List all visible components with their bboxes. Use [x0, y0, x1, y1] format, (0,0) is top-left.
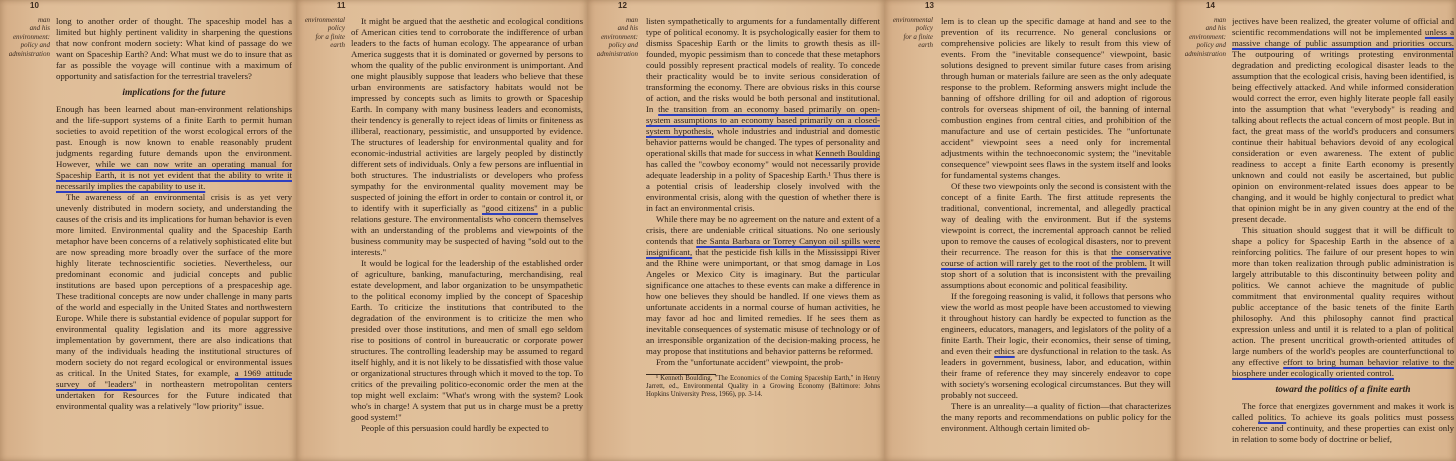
text-run: in a public relations gesture. The environmentalists who concern themselves with an understanding of the problems and viewpoints of the business community may be suspected of having "sold out to the interests." — [351, 203, 583, 257]
footnote: ¹ Kenneth Boulding, "The Economics of the Coming Spaceship Earth," in Henry Jarrett, ed., Environmental Quality in a Growing Economy (Baltimore: Johns Hopkins University Press, 1966), pp. 3-14. — [646, 375, 880, 398]
sidehead-line: for a finite — [315, 32, 345, 41]
underlined-passage: ethics — [994, 346, 1015, 356]
sidehead-line: environment: — [600, 32, 638, 41]
text-run: in northeastern metropolitan centers undertaken for Resources for the Future indicated that environmental quality was a relatively "low priority" issue. — [56, 379, 292, 411]
page-number: 11 — [337, 1, 346, 10]
running-sidehead — [299, 16, 345, 50]
sidehead-line: policy — [915, 24, 933, 33]
underlined-passage: "good citizens" — [481, 203, 538, 213]
book-page-12 — [588, 0, 885, 461]
text-run: whole industries and industrial and domestic behavior patterns would be changed. The types of personality and operational skills that made for success in what — [646, 126, 880, 158]
sidehead-line: man — [1213, 16, 1226, 24]
paragraph — [1232, 16, 1454, 225]
paragraph — [1232, 225, 1454, 379]
paragraph — [941, 401, 1171, 434]
book-page-10 — [0, 0, 297, 461]
paragraph — [56, 192, 292, 412]
sidehead-line: environmental — [892, 16, 933, 24]
underlined-passage: Kenneth Boulding — [815, 148, 880, 158]
page-number: 14 — [1206, 1, 1215, 10]
underlined-passage: the Santa Barbara or Torrey Canyon oil spills were insignificant, — [646, 236, 880, 257]
body-text — [351, 16, 583, 461]
text-run: To achieve its goals politics must possess coherence and continuity, and these properties can exist only in relation to some body of doctrine or belief, — [1232, 412, 1454, 444]
sidehead-line: man — [37, 16, 50, 24]
running-sidehead — [588, 16, 638, 58]
text-run: People of this persuasion could hardly be expected to — [361, 423, 549, 433]
underlined-passage: while we can now write an operating manual for Spaceship Earth, it is not yet evident that the ability to write it necessarily implies the capability to use it. — [56, 159, 292, 191]
text-run: are dysfunctional in relation to the task. As leaders in government, business, labor, and education, within their frame of reference they may sincerely endeavor to cope with society's worsening ecological circumstances. But they will probably not succeed. — [941, 346, 1171, 400]
text-run: that the pesticide fish kills in the Mississippi River and the Rhine were unimportant, or that smog damage in Los Angeles or Mexico City is imaginary. But the particular significance one attaches to these events can make a difference in how one believes they should be handled. If one views them as unfortunate accidents in a normal course of human activities, he may favor ad hoc and limited remedies. If he sees them as inevitable consequences of systematic misuse of technology or of an irresponsible organization of the decision-making process, he may propose that institutions and behavior patterns be reformed. — [646, 247, 880, 356]
sidehead-line: for a finite — [903, 32, 933, 41]
sidehead-line: policy and — [608, 41, 638, 50]
sidehead-line: administration — [596, 49, 638, 58]
paragraph — [56, 16, 292, 82]
paragraph — [351, 16, 583, 258]
sidehead-line: environment: — [1188, 32, 1226, 41]
text-run: has called the "cowboy economy" would not necessarily provide adequate leadership in a polity of Spaceship Earth.¹ Thus there is a potential crisis of leadership closely involved with the environmental crisis, along with the question of whether there is in fact an environmental crisis. — [646, 159, 880, 213]
sidehead-line: environment: — [12, 32, 50, 41]
section-heading: implications for the future — [122, 88, 226, 98]
sidehead-line: policy and — [20, 41, 50, 50]
underlined-passage: a 1969 attitude survey of "leaders" — [56, 368, 292, 389]
sidehead-line: administration — [1184, 49, 1226, 58]
book-page-11 — [297, 0, 588, 461]
page-number: 13 — [925, 1, 934, 10]
section-heading: toward the politics of a finite earth — [1275, 385, 1411, 395]
paragraph — [351, 423, 583, 434]
running-sidehead — [0, 16, 50, 58]
body-text — [56, 16, 292, 461]
text-run: The force that energizes government and makes it work is called — [1232, 401, 1454, 422]
paragraph — [646, 16, 880, 214]
sidehead-line: and his — [29, 24, 50, 33]
body-text — [1232, 16, 1454, 461]
sidehead-line: policy and — [1196, 41, 1226, 50]
body-text — [941, 16, 1171, 461]
sidehead-line: environmental — [304, 16, 345, 24]
paragraph — [941, 16, 1171, 181]
running-sidehead — [887, 16, 933, 50]
text-run: lem is to clean up the specific damage at hand and see to the prevention of its recurrence. No general conclusions or comprehensive policies are likely to result from this view of events. From the "inevitable consequence" viewpoint, basic solutions designed to prevent similar future cases from arising through human or materials failure are seen as the only adequate response to the problem. Reforming answers might include the banning of offshore drilling for oil and adoption of rigorous controls for overseas shipment of oil, the banning of internal combustion engines from central cities, and prohibition of the manufacture and use of certain pesticides. The "unfortunate accident" viewpoint sees a need only for incremental adjustments within the technoeconomic system; the "inevitable consequence" viewpoint sees flaws in the system itself and looks for fundamental systems changes. — [941, 16, 1171, 180]
paragraph — [941, 291, 1171, 401]
text-run: While there may be no agreement on the nature and extent of a crisis, there are undeniable critical situations. No one seriously contends that — [646, 214, 880, 246]
text-run: The awareness of an environmental crisis is as yet very unevenly distributed in modern society, and understanding the causes of the crisis and its implications for human behavior is even more limited. Environmental quality and the Spaceship Earth metaphor have been concerns of a relatively sophisticated elite but are now spreading more broadly over the surface of the more highly literate technoscientific societies. Nevertheless, our predominant economic and judicial concepts and public institutions are based upon perceptions of a prespaceship age. These traditional concepts are now under challenge in many parts of the world and especially in the United States and northwestern Europe. While there is substantial evidence of popular support for environmental quality legislation and its more aggressive implementation by government, there are also indications that many of the individuals heading the institutional structures of modern society do not regard ecological or environmental issues as critical. In the United States, for example, — [56, 192, 292, 378]
text-run: This situation should suggest that it will be difficult to shape a policy for Spaceship Earth in the absence of a reinforcing politics. The failure of our present hopes to win more than token realization through public administration is largely attributable to this discontinuity between polity and politics. We cannot achieve the magnitude of public commitment that environmental quality requires without public acceptance of the basic tenets of the finite Earth philosophy. And this philosophy cannot find practical expression unless and until it is related to a plan of political action. The present uncritical growth-oriented attitudes of large numbers of the world's peoples are counterfunctional to any effective — [1232, 225, 1454, 367]
text-run: If the foregoing reasoning is valid, it follows that persons who view the world as most people have been accustomed to viewing it throughout history can hardly be expected to function as the engineers, educators, managers, and legislators of the polity of a finite Earth. Their logic, their economics, their sense of timing, and even their — [941, 291, 1171, 356]
paragraph — [1232, 401, 1454, 445]
underlined-passage: politics. — [1258, 412, 1287, 422]
paragraph — [941, 181, 1171, 291]
text-run: It might be argued that the aesthetic and ecological conditions of American cities tend to corroborate the indifference of urban leaders to the facts of human ecology. The appearance of urban America suggests that it is dominated or governed by persons to whom the quality of the public environment is unimportant. And one might plausibly suppose that leaders who believe that these urban environments are satisfactory habitats would not be impressed by concepts such as limits to growth or Spaceship Earth. In company with many business leaders and economists, their tendency is generally to reject ideas of limits or finiteness as illiberal, reactionary, pessimistic, and unsupported by evidence. The structures of leadership for environmental quality and for economic-industrial activities are largely peopled by distinctly different sets of individuals. Only a few persons are influential in both structures. The industrialists or developers who profess sympathy for the environmental quality movement may be suspected of joining the effort in order to contain or control it, or to identify with it superficially as — [351, 16, 583, 213]
page-number: 10 — [30, 1, 39, 10]
text-run: listen sympathetically to arguments for a fundamentally different type of political economy. It is psychologically easier for them to dismiss Spaceship Earth or the limits to growth thesis as ill-founded, myopic pessimism than to concede that these metaphors could possibly represent practical models of reality. To concede their practicality would be to invite serious consideration of transforming the economy. There are obvious risks in this course of action, and the risks would be both personal and institutional. In — [646, 16, 880, 114]
text-run: long to another order of thought. The spaceship model has a limited but highly pertinent validity in sharpening the questions that now confront modern society: What kind of passage do we want on Spaceship Earth? And: What must we do to insure that as far as possible the voyage will continue with a maximum of opportunity and satisfaction for the terrestrial travelers? — [56, 16, 292, 81]
sidehead-line: earth — [918, 41, 933, 50]
text-run: jectives have been realized, the greater volume of official and scientific recommendations will not be implemented — [1232, 16, 1454, 37]
underlined-passage: the conservative course of action will rarely get to the root of the problem. — [941, 247, 1171, 268]
text-run: The outpouring of writings protesting environmental degradation and predicting ecological disaster leads to the assumption that the ecological crisis, having been identified, is being effectively attacked. And while informed consideration would correct the error, even highly literate people fall easily into the assumption that what "everybody" is reading and talking about reflects the actual concern of most people. But in fact, the great mass of the world's producers and consumers continue their habitual behaviors devoid of any ecological consideration or even awareness. The extent of public readiness to accept a finite Earth economy is presently unknown and could not easily be ascertained, but public opinion on environment-related issues does appear to be changing, and it would be highly conjectural to predict what that opinion might be in any given country at the end of the present decade. — [1232, 49, 1454, 224]
sidehead-line: policy — [327, 24, 345, 33]
sidehead-line: administration — [8, 49, 50, 58]
text-run: Enough has been learned about man-environment relationships and the life-support systems of a finite Earth to permit human societies to avoid repetition of the worst ecological errors of the past. Enough is now known to enable reasonably prudent judgments regarding future demands upon the environment. However, — [56, 104, 292, 169]
running-sidehead — [1176, 16, 1226, 58]
paragraph — [646, 357, 880, 368]
text-run: It will stop short of a solution that is inconsistent with the prevailing assumptions about economic and political feasibility. — [941, 258, 1171, 290]
underlined-passage: the transition from an economy based primarily on open-system assumptions to an economy based primarily on a closed-system hypothesis, — [646, 104, 880, 136]
paragraph — [351, 258, 583, 423]
text-run: From the "unfortunate accident" viewpoint, the prob- — [656, 357, 844, 367]
sidehead-line: man — [625, 16, 638, 24]
text-run: Of these two viewpoints only the second is consistent with the concept of a finite Earth. The first attitude represents the traditional, conventional, incremental, and allegedly practical way of dealing with the environment. But if the systems viewpoint is correct, the incremental approach cannot be relied upon to remove the causes of ecological disasters, nor to prevent their recurrence. The reason for this is that — [941, 181, 1171, 257]
sidehead-line: and his — [617, 24, 638, 33]
sidehead-line: earth — [330, 41, 345, 50]
underlined-passage: unless a massive change of public assumption and priorities occurs. — [1232, 27, 1454, 48]
text-run: There is an unreality—a quality of fiction—that characterizes the many reports and recommendations on public policy for the environment. Although certain limited ob- — [941, 401, 1171, 433]
body-text — [646, 16, 880, 461]
text-run: It would be logical for the leadership of the established order of agriculture, banking, manufacturing, merchandising, real estate development, and labor organization to be unsympathetic to the political economy implied by the concept of Spaceship Earth. To criticize the institutions that contributed to the degradation of the environment is to criticize the men who presided over those institutions, and men of small ego seldom rise to positions of control in bureaucratic or corporate power structures. The controlling leadership may be assumed to regard itself highly, and it is not likely to be dissatisfied with those value or organizational structures through which it moved to the top. To critics of the prevailing politico-economic order the men at the top might well exclaim: "What's wrong with the system? Look who's in charge! A system that put us in charge must be a pretty good system!" — [351, 258, 583, 422]
sidehead-line: and his — [1205, 24, 1226, 33]
paragraph — [56, 104, 292, 192]
book-page-13 — [885, 0, 1176, 461]
book-page-14 — [1176, 0, 1456, 461]
underlined-passage: effort to bring human behavior relative to the biosphere under ecologically oriented control. — [1232, 357, 1454, 378]
paragraph — [646, 214, 880, 357]
page-number: 12 — [618, 1, 627, 10]
